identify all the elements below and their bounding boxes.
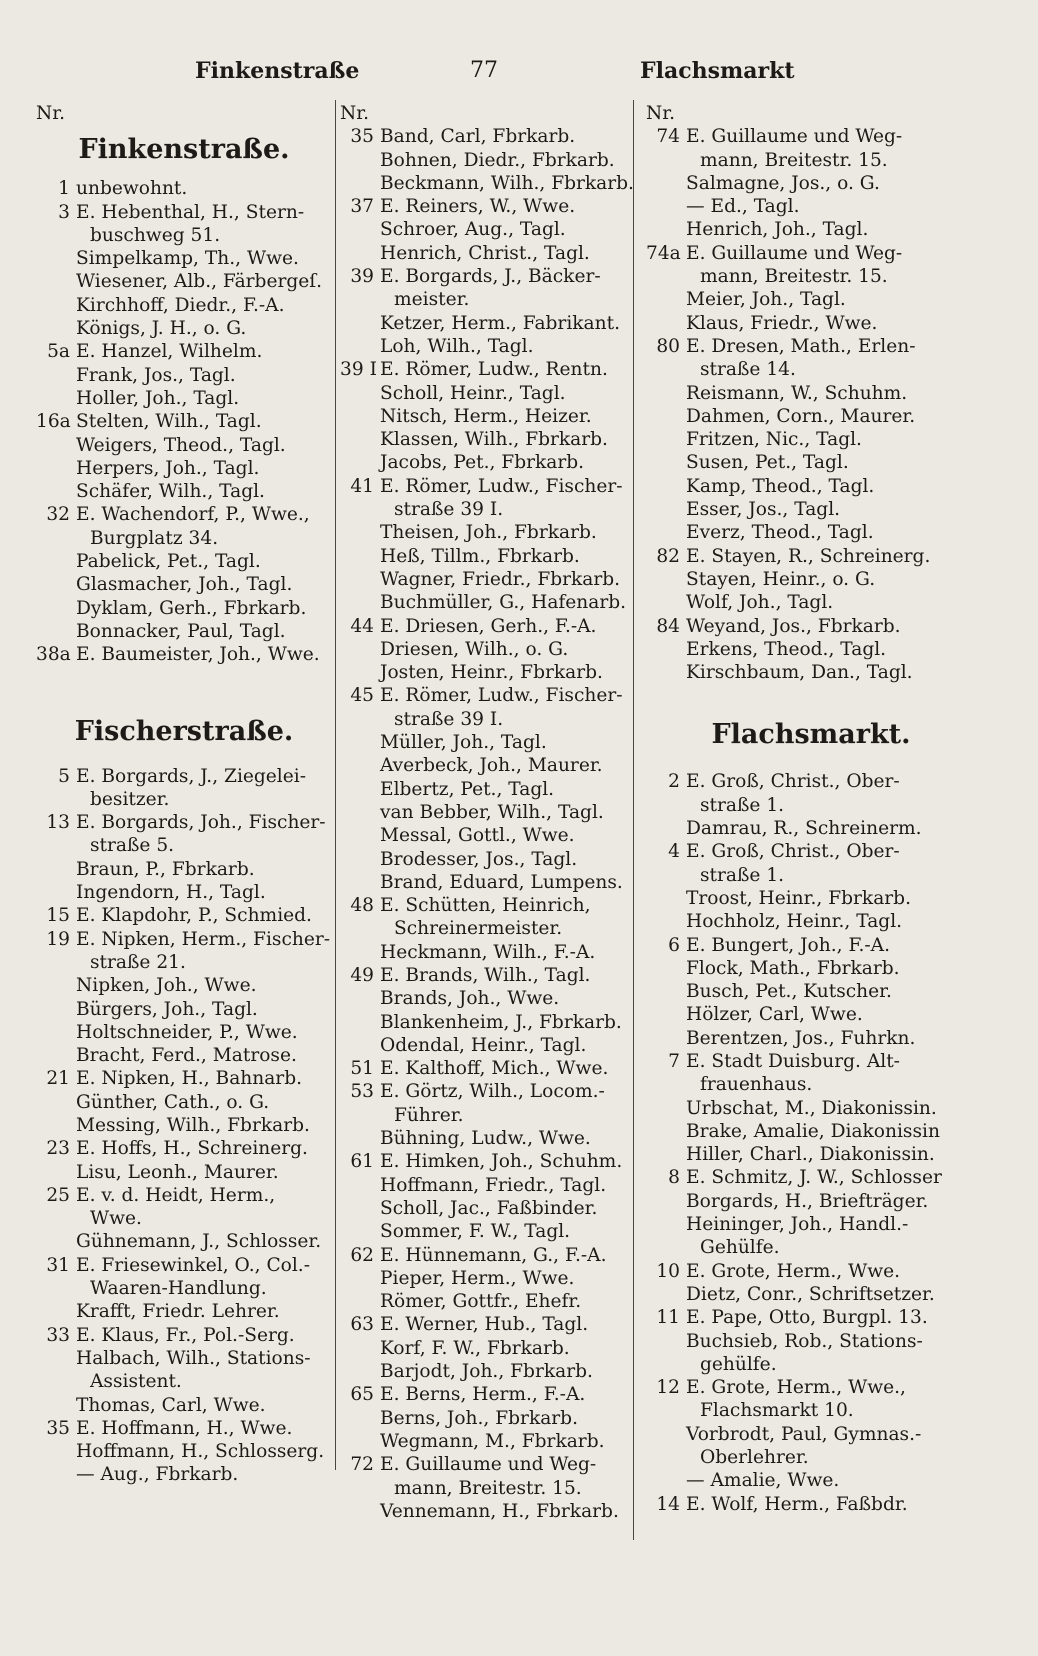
- list-item: Buchmüller, G., Hafenarb.: [380, 592, 627, 614]
- list-item: Königs, J. H., o. G.: [76, 318, 247, 340]
- list-item: meister.: [394, 289, 470, 311]
- list-item: 19 E. Nipken, Herm., Fischer-: [46, 928, 331, 950]
- list-item: 6 E. Bungert, Joh., F.-A.: [668, 934, 890, 956]
- list-item: Meier, Joh., Tagl.: [686, 289, 846, 311]
- list-item: Troost, Heinr., Fbrkarb.: [686, 887, 911, 909]
- list-item: — Amalie, Wwe.: [686, 1470, 840, 1492]
- list-item: Sommer, F. W., Tagl.: [380, 1221, 571, 1243]
- list-item: 38a E. Baumeister, Joh., Wwe.: [36, 644, 320, 666]
- list-item: Stayen, Heinr., o. G.: [686, 568, 876, 590]
- list-item: 13 E. Borgards, Joh., Fischer-: [46, 812, 326, 834]
- page-number: 77: [470, 58, 498, 83]
- list-item: Salmagne, Jos., o. G.: [686, 172, 880, 194]
- list-item: Theisen, Joh., Fbrkarb.: [380, 522, 597, 544]
- list-item: — Ed., Tagl.: [686, 196, 800, 218]
- list-item: Bracht, Ferd., Matrose.: [76, 1045, 297, 1067]
- list-item: Oberlehrer.: [700, 1447, 809, 1469]
- list-item: 8 E. Schmitz, J. W., Schlosser: [668, 1167, 942, 1189]
- list-item: Frank, Jos., Tagl.: [76, 364, 236, 386]
- list-item: straße 1.: [700, 794, 785, 816]
- column-2: [340, 102, 632, 1523]
- list-item: Simpelkamp, Th., Wwe.: [76, 248, 299, 270]
- list-item: 1 unbewohnt.: [58, 178, 188, 200]
- list-item: straße 39 I.: [394, 708, 504, 730]
- list-item: Susen, Pet., Tagl.: [686, 452, 849, 474]
- list-item: Driesen, Wilh., o. G.: [380, 638, 569, 660]
- list-item: Dietz, Conr., Schriftsetzer.: [686, 1283, 935, 1305]
- list-item: 10 E. Grote, Herm., Wwe.: [656, 1260, 901, 1282]
- list-item: Assistent.: [90, 1371, 182, 1393]
- list-item: Hoffmann, Friedr., Tagl.: [380, 1174, 607, 1196]
- list-item: Damrau, R., Schreinerm.: [686, 818, 922, 840]
- list-item: Brands, Joh., Wwe.: [380, 988, 560, 1010]
- list-item: 44 E. Driesen, Gerh., F.-A.: [350, 615, 597, 637]
- list-item: 49 E. Brands, Wilh., Tagl.: [350, 964, 591, 986]
- list-item: 4 E. Groß, Christ., Ober-: [668, 841, 900, 863]
- list-item: Wegmann, M., Fbrkarb.: [380, 1430, 605, 1452]
- list-item: Berentzen, Jos., Fuhrkn.: [686, 1027, 916, 1049]
- list-item: 16a Stelten, Wilh., Tagl.: [36, 411, 262, 433]
- street-heading: Fischerstraße.: [74, 715, 294, 747]
- list-item: 32 E. Wachendorf, P., Wwe.,: [46, 504, 310, 526]
- list-item: Heß, Tillm., Fbrkarb.: [380, 545, 580, 567]
- list-item: Klassen, Wilh., Fbrkarb.: [380, 429, 608, 451]
- list-item: Waaren-Handlung.: [90, 1278, 267, 1300]
- list-item: Berns, Joh., Fbrkarb.: [380, 1407, 578, 1429]
- list-item: Flachsmarkt 10.: [700, 1400, 854, 1422]
- list-item: 84 Weyand, Jos., Fbrkarb.: [656, 615, 901, 637]
- list-item: 74 E. Guillaume und Weg-: [656, 126, 903, 148]
- list-item: Beckmann, Wilh., Fbrkarb.: [380, 172, 634, 194]
- nr-label: Nr.: [36, 103, 66, 124]
- list-item: Halbach, Wilh., Stations-: [76, 1347, 311, 1369]
- list-item: 39 I E. Römer, Ludw., Rentn.: [340, 359, 608, 381]
- list-item: 48 E. Schütten, Heinrich,: [350, 895, 591, 917]
- list-item: Heckmann, Wilh., F.-A.: [380, 941, 596, 963]
- column-1: [36, 102, 332, 1487]
- list-item: Weigers, Theod., Tagl.: [76, 434, 286, 456]
- list-item: 15 E. Klapdohr, P., Schmied.: [46, 905, 312, 927]
- list-item: Brodesser, Jos., Tagl.: [380, 848, 578, 870]
- list-item: Urbschat, M., Diakonissin.: [686, 1097, 937, 1119]
- list-item: Reismann, W., Schuhm.: [686, 382, 908, 404]
- list-item: 63 E. Werner, Hub., Tagl.: [350, 1314, 589, 1336]
- list-item: Bürgers, Joh., Tagl.: [76, 998, 258, 1020]
- list-item: 82 E. Stayen, R., Schreinerg.: [656, 545, 931, 567]
- list-item: Wwe.: [90, 1208, 142, 1230]
- list-item: Busch, Pet., Kutscher.: [686, 981, 892, 1003]
- street-heading: Finkenstraße.: [78, 134, 290, 166]
- list-item: Averbeck, Joh., Maurer.: [380, 755, 603, 777]
- list-item: straße 21.: [90, 951, 186, 973]
- list-item: Elbertz, Pet., Tagl.: [380, 778, 555, 800]
- list-item: Flock, Math., Fbrkarb.: [686, 957, 900, 979]
- street-heading: Flachsmarkt.: [711, 719, 911, 751]
- list-item: Nipken, Joh., Wwe.: [76, 975, 257, 997]
- list-item: Günther, Cath., o. G.: [76, 1091, 270, 1113]
- nr-label: Nr.: [340, 103, 370, 124]
- list-item: Borgards, H., Briefträger.: [686, 1190, 929, 1212]
- list-item: 37 E. Reiners, W., Wwe.: [350, 196, 576, 218]
- list-item: 5 E. Borgards, J., Ziegelei-: [58, 765, 306, 787]
- list-item: Odendal, Heinr., Tagl.: [380, 1034, 587, 1056]
- list-item: 53 E. Görtz, Wilh., Locom.-: [350, 1081, 605, 1103]
- column-divider: [633, 100, 634, 1540]
- list-item: 74a E. Guillaume und Weg-: [646, 242, 903, 264]
- list-item: Pieper, Herm., Wwe.: [380, 1267, 575, 1289]
- list-item: Hochholz, Heinr., Tagl.: [686, 911, 903, 933]
- header-left-street: Finkenstraße: [195, 58, 360, 84]
- list-item: Lisu, Leonh., Maurer.: [76, 1161, 279, 1183]
- list-item: besitzer.: [90, 788, 170, 810]
- list-item: 23 E. Hoffs, H., Schreinerg.: [46, 1138, 308, 1160]
- list-item: Esser, Jos., Tagl.: [686, 499, 841, 521]
- list-item: Herpers, Joh., Tagl.: [76, 457, 260, 479]
- list-item: Glasmacher, Joh., Tagl.: [76, 574, 293, 596]
- list-item: Hoffmann, H., Schlosserg.: [76, 1441, 325, 1463]
- list-item: straße 1.: [700, 864, 785, 886]
- list-item: 5a E. Hanzel, Wilhelm.: [47, 341, 263, 363]
- list-item: 2 E. Groß, Christ., Ober-: [668, 771, 900, 793]
- list-item: 65 E. Berns, Herm., F.-A.: [350, 1384, 586, 1406]
- list-item: 12 E. Grote, Herm., Wwe.,: [656, 1377, 906, 1399]
- list-item: Wolf, Joh., Tagl.: [686, 592, 834, 614]
- page-header: [40, 58, 998, 92]
- list-item: Wiesener, Alb., Färbergeſ.: [76, 271, 323, 293]
- list-item: 45 E. Römer, Ludw., Fischer-: [350, 685, 623, 707]
- list-item: Scholl, Jac., Faßbinder.: [380, 1197, 598, 1219]
- list-item: Holler, Joh., Tagl.: [76, 387, 240, 409]
- list-item: 80 E. Dresen, Math., Erlen-: [656, 335, 916, 357]
- header-right-street: Flachsmarkt: [640, 58, 795, 84]
- list-item: 14 E. Wolf, Herm., Faßbdr.: [656, 1493, 908, 1515]
- list-item: mann, Breitestr. 15.: [394, 1477, 582, 1499]
- list-item: straße 39 I.: [394, 499, 504, 521]
- list-item: Buchsieb, Rob., Stations-: [686, 1330, 923, 1352]
- list-item: Jacobs, Pet., Fbrkarb.: [380, 452, 585, 474]
- list-item: 25 E. v. d. Heidt, Herm.,: [46, 1184, 276, 1206]
- list-item: 41 E. Römer, Ludw., Fischer-: [350, 475, 623, 497]
- list-item: Hölzer, Carl, Wwe.: [686, 1004, 863, 1026]
- nr-label: Nr.: [646, 103, 676, 124]
- list-item: Bonnacker, Paul, Tagl.: [76, 620, 286, 642]
- list-item: 35 E. Hoffmann, H., Wwe.: [46, 1417, 293, 1439]
- list-item: 39 E. Borgards, J., Bäcker-: [350, 266, 601, 288]
- list-item: Schroer, Aug., Tagl.: [380, 219, 566, 241]
- list-item: Korf, F. W., Fbrkarb.: [380, 1337, 570, 1359]
- list-item: Henrich, Joh., Tagl.: [686, 219, 869, 241]
- list-item: Dahmen, Corn., Maurer.: [686, 405, 916, 427]
- list-item: Müller, Joh., Tagl.: [380, 732, 547, 754]
- list-item: mann, Breitestr. 15.: [700, 266, 888, 288]
- list-item: Heininger, Joh., Handl.-: [686, 1214, 909, 1236]
- list-item: Scholl, Heinr., Tagl.: [380, 382, 566, 404]
- list-item: Gühnemann, J., Schlosser.: [76, 1231, 322, 1253]
- list-item: Bühning, Ludw., Wwe.: [380, 1128, 591, 1150]
- list-item: 3 E. Hebenthal, H., Stern-: [58, 201, 305, 223]
- list-item: Burgplatz 34.: [90, 527, 219, 549]
- list-item: 21 E. Nipken, H., Bahnarb.: [46, 1068, 303, 1090]
- list-item: Brand, Eduard, Lumpens.: [380, 871, 623, 893]
- list-item: frauenhaus.: [700, 1074, 813, 1096]
- list-item: Holtschneider, P., Wwe.: [76, 1021, 298, 1043]
- list-item: Thomas, Carl, Wwe.: [76, 1394, 266, 1416]
- list-item: Pabelick, Pet., Tagl.: [76, 551, 261, 573]
- list-item: Ketzer, Herm., Fabrikant.: [380, 312, 620, 334]
- list-item: gehülfe.: [700, 1353, 777, 1375]
- list-item: 31 E. Friesewinkel, O., Col.-: [46, 1254, 311, 1276]
- list-item: 35 Band, Carl, Fbrkarb.: [350, 126, 576, 148]
- list-item: Klaus, Friedr., Wwe.: [686, 312, 878, 334]
- list-item: Kamp, Theod., Tagl.: [686, 475, 875, 497]
- list-item: Bohnen, Diedr., Fbrkarb.: [380, 149, 615, 171]
- list-item: Fritzen, Nic., Tagl.: [686, 429, 862, 451]
- list-item: 7 E. Stadt Duisburg. Alt-: [668, 1050, 900, 1072]
- list-item: Schreinermeister.: [394, 918, 563, 940]
- column-3: [646, 102, 976, 1516]
- list-item: mann, Breitestr. 15.: [700, 149, 888, 171]
- list-item: Römer, Gottfr., Ehefr.: [380, 1291, 582, 1313]
- list-item: Hiller, Charl., Diakonissin.: [686, 1144, 935, 1166]
- list-item: Barjodt, Joh., Fbrkarb.: [380, 1361, 593, 1383]
- list-item: Braun, P., Fbrkarb.: [76, 858, 255, 880]
- column-divider: [335, 100, 336, 1470]
- list-item: Kirschbaum, Dan., Tagl.: [686, 662, 913, 684]
- list-item: Krafft, Friedr. Lehrer.: [76, 1301, 280, 1323]
- list-item: Kirchhoff, Diedr., F.-A.: [76, 294, 285, 316]
- list-item: 62 E. Hünnemann, G., F.-A.: [350, 1244, 607, 1266]
- list-item: Everz, Theod., Tagl.: [686, 522, 874, 544]
- list-item: Wagner, Friedr., Fbrkarb.: [380, 568, 621, 590]
- list-item: Gehülfe.: [700, 1237, 780, 1259]
- list-item: buschweg 51.: [90, 224, 221, 246]
- list-item: 61 E. Himken, Joh., Schuhm.: [350, 1151, 623, 1173]
- list-item: Ingendorn, H., Tagl.: [76, 882, 266, 904]
- list-item: straße 14.: [700, 359, 796, 381]
- list-item: Dyklam, Gerh., Fbrkarb.: [76, 597, 307, 619]
- list-item: Josten, Heinr., Fbrkarb.: [380, 662, 603, 684]
- list-item: Henrich, Christ., Tagl.: [380, 242, 590, 264]
- list-item: — Aug., Fbrkarb.: [76, 1464, 239, 1486]
- list-item: straße 5.: [90, 835, 175, 857]
- list-item: Loh, Wilh., Tagl.: [380, 335, 534, 357]
- list-item: 33 E. Klaus, Fr., Pol.-Serg.: [46, 1324, 295, 1346]
- list-item: Vennemann, H., Fbrkarb.: [380, 1500, 619, 1522]
- list-item: Messing, Wilh., Fbrkarb.: [76, 1114, 310, 1136]
- list-item: Blankenheim, J., Fbrkarb.: [380, 1011, 622, 1033]
- list-item: van Bebber, Wilh., Tagl.: [380, 801, 604, 823]
- list-item: 72 E. Guillaume und Weg-: [350, 1454, 597, 1476]
- list-item: 11 E. Pape, Otto, Burgpl. 13.: [656, 1307, 928, 1329]
- list-item: Erkens, Theod., Tagl.: [686, 638, 887, 660]
- list-item: Nitsch, Herm., Heizer.: [380, 405, 592, 427]
- list-item: Messal, Gottl., Wwe.: [380, 825, 575, 847]
- list-item: 51 E. Kalthoff, Mich., Wwe.: [350, 1058, 609, 1080]
- list-item: Vorbrodt, Paul, Gymnas.-: [686, 1423, 922, 1445]
- list-item: Führer.: [394, 1104, 464, 1126]
- list-item: Schäfer, Wilh., Tagl.: [76, 481, 265, 503]
- list-item: Brake, Amalie, Diakonissin: [686, 1120, 940, 1142]
